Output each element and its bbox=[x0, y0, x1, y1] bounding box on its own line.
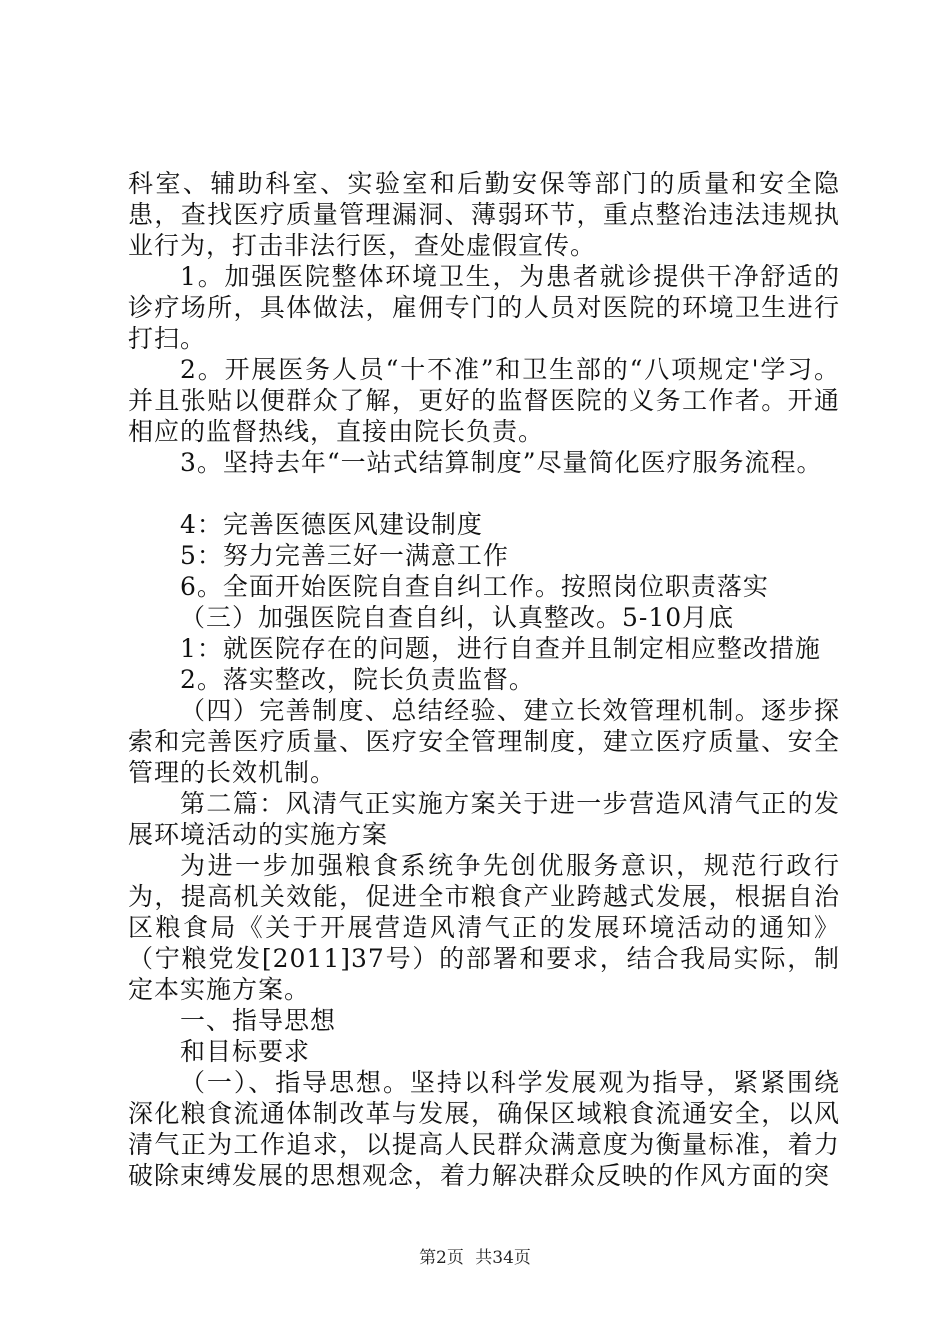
paragraph-9: 1：就医院存在的问题，进行自查并且制定相应整改措施 bbox=[180, 634, 821, 663]
heading-goals: 和目标要求 bbox=[180, 1037, 311, 1066]
paragraph-4: 3。坚持去年“一站式结算制度”尽量简化医疗服务流程。 bbox=[180, 448, 823, 477]
paragraph-6: 5：努力完善三好一满意工作 bbox=[180, 541, 509, 570]
paragraph-10: 2。落实整改，院长负责监督。 bbox=[180, 665, 535, 694]
paragraph-16: （一）、指导思想。坚持以科学发展观为指导，紧紧围绕深化粮食流通体制改革与发展，确保区域粮食流通安全，以风清气正为工作追求，以提高人民群众满意度为衡量标准，着力破除束缚发展的思想观念，着力解决群众反映的作风方面的突 bbox=[128, 1068, 840, 1190]
page-total: 共34页 bbox=[475, 1248, 531, 1268]
page-number: 第2页 bbox=[419, 1248, 464, 1268]
document-body bbox=[128, 168, 840, 1191]
paragraph-8: （三）加强医院自查自纠，认真整改。5-10月底 bbox=[180, 603, 735, 632]
paragraph-3: 2。开展医务人员“十不准”和卫生部的“八项规定'学习。并且张贴以便群众了解，更好的监督医院的义务工作者。开通相应的监督热线，直接由院长负责。 bbox=[128, 355, 840, 446]
paragraph-2: 1。加强医院整体环境卫生，为患者就诊提供干净舒适的诊疗场所，具体做法，雇佣专门的人员对医院的环境卫生进行打扫。 bbox=[128, 262, 840, 353]
paragraph-13: 为进一步加强粮食系统争先创优服务意识，规范行政行为，提高机关效能，促进全市粮食产业跨越式发展，根据自治区粮食局《关于开展营造风清气正的发展环境活动的通知》（宁粮党发[2011]37号）的部署和要求，结合我局实际，制定本实施方案。 bbox=[128, 851, 840, 1004]
paragraph-5: 4：完善医德医风建设制度 bbox=[180, 510, 483, 539]
paragraph-7: 6。全面开始医院自查自纠工作。按照岗位职责落实 bbox=[180, 572, 769, 601]
paragraph-1: 科室、辅助科室、实验室和后勤安保等部门的质量和安全隐患，查找医疗质量管理漏洞、薄弱环节，重点整治违法违规执业行为，打击非法行医，查处虚假宣传。 bbox=[128, 169, 840, 260]
paragraph-11: （四）完善制度、总结经验、建立长效管理机制。逐步探索和完善医疗质量、医疗安全管理制度，建立医疗质量、安全管理的长效机制。 bbox=[128, 696, 840, 787]
section-heading-second-part: 第二篇：风清气正实施方案关于进一步营造风清气正的发展环境活动的实施方案 bbox=[128, 789, 840, 849]
heading-guiding-thought: 一、指导思想 bbox=[180, 1006, 337, 1035]
page-footer bbox=[0, 1243, 950, 1268]
